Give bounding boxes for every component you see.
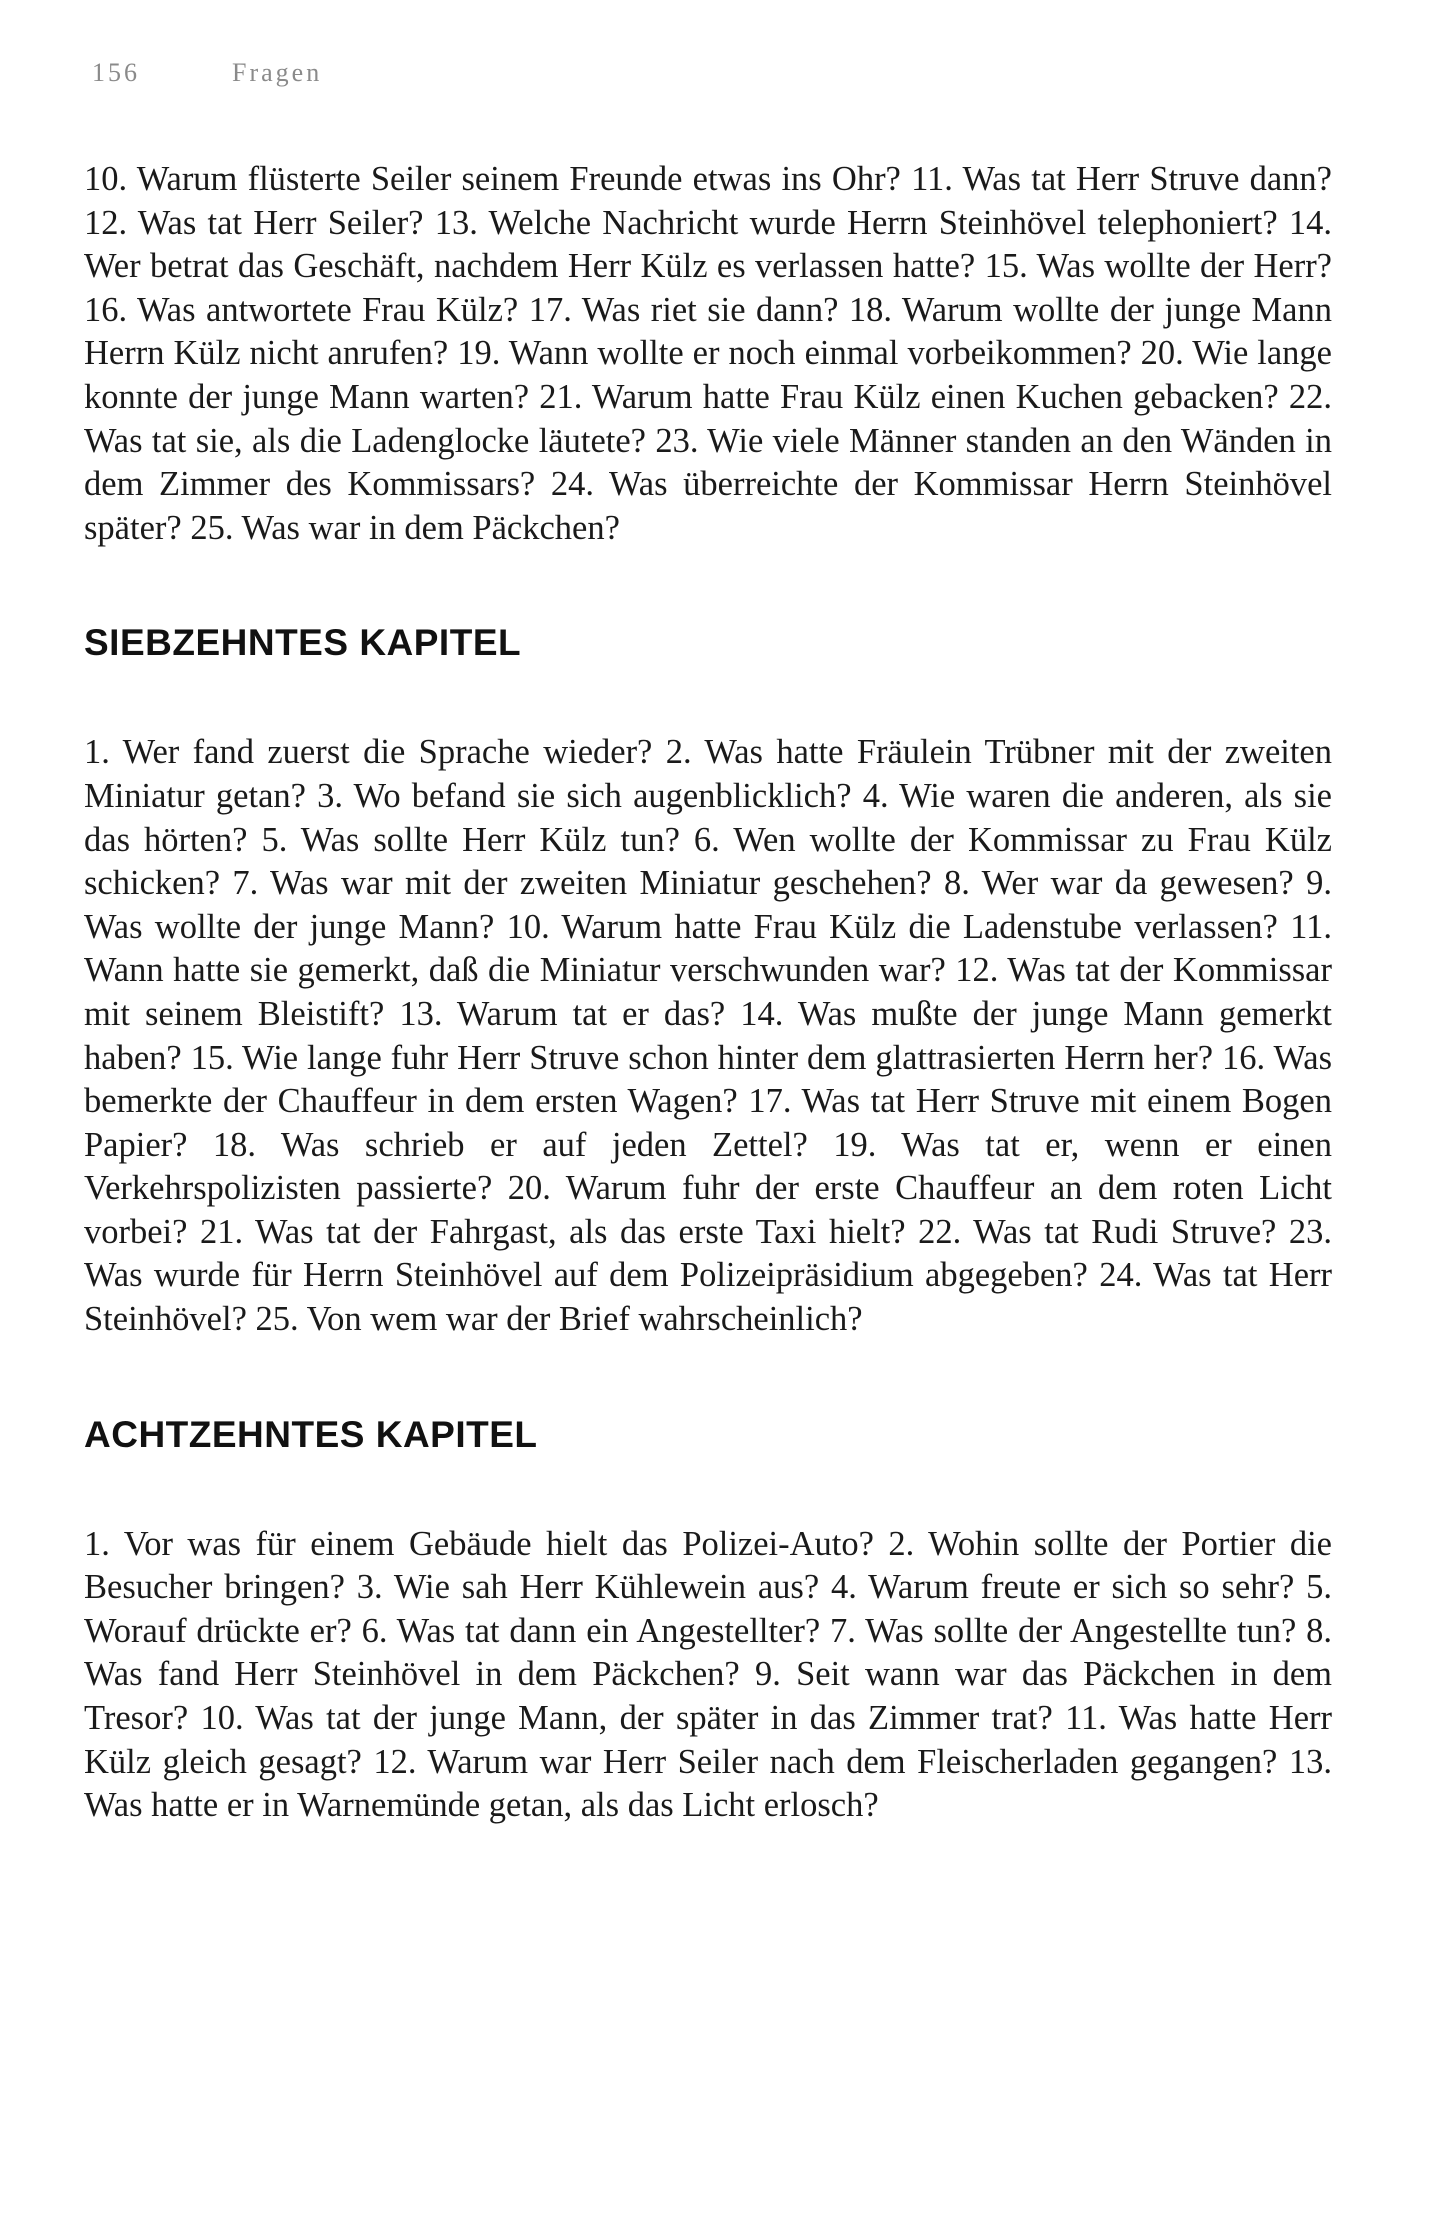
chapter-heading-18: ACHTZEHNTES KAPITEL xyxy=(84,1413,538,1455)
chapter-heading-17: SIEBZEHNTES KAPITEL xyxy=(84,622,522,664)
chapter-18-questions: 1. Vor was für einem Gebäude hielt das Polizei-Auto? 2. Wohin sollte der Portier die Besucher bringen? 3. Wie sah Herr Kühlewein aus? 4. Warum freute er sich so sehr? 5. Worauf drückte er? 6. Was tat dann ein Angestellter? 7. Was sollte der Angestellte tun? 8. Was fand Herr Steinhövel in dem Päckchen? 9. Seit wann war das Päckchen in dem Tresor? 10. Was tat der junge Mann, der später in das Zimmer trat? 11. Was hatte Herr Külz gleich gesagt? 12. Warum war Herr Seiler nach dem Fleischerladen gegangen? 13. Was hatte er in Warnemünde getan, als das Licht erlosch? xyxy=(84,1524,1332,1825)
running-head-title: Fragen xyxy=(232,58,323,87)
running-head xyxy=(92,58,322,88)
chapter-17-questions: 1. Wer fand zuerst die Sprache wieder? 2. Was hatte Fräulein Trübner mit der zweiten Miniatur getan? 3. Wo befand sie sich augenblicklich? 4. Wie waren die anderen, als sie das hörten? 5. Was sollte Herr Külz tun? 6. Wen wollte der Kommissar zu Frau Külz schicken? 7. Was war mit der zweiten Miniatur geschehen? 8. Wer war da gewesen? 9. Was wollte der junge Mann? 10. Warum hatte Frau Külz die Ladenstube verlassen? 11. Wann hatte sie gemerkt, daß die Miniatur verschwunden war? 12. Was tat der Kommissar mit seinem Bleistift? 13. Warum tat er das? 14. Was mußte der junge Mann gemerkt haben? 15. Wie lange fuhr Herr Struve schon hinter dem glattrasierten Herrn her? 16. Was bemerkte der Chauffeur in dem ersten Wagen? 17. Was tat Herr Struve mit einem Bogen Papier? 18. Was schrieb er auf jeden Zettel? 19. Was tat er, wenn er einen Verkehrspolizisten passierte? 20. Warum fuhr der erste Chauffeur an dem roten Licht vorbei? 21. Was tat der Fahrgast, als das erste Taxi hielt? 22. Was tat Rudi Struve? 23. Was wurde für Herrn Steinhövel auf dem Polizeipräsidium abgegeben? 24. Was tat Herr Steinhövel? 25. Von wem war der Brief wahrscheinlich? xyxy=(84,733,1332,1339)
page-number: 156 xyxy=(92,58,140,87)
text-column xyxy=(84,158,1332,1828)
continued-questions-paragraph: 10. Warum flüsterte Seiler seinem Freunde etwas ins Ohr? 11. Was tat Herr Struve dann? 12. Was tat Herr Seiler? 13. Welche Nachricht wurde Herrn Steinhövel telephoniert? 14. Wer betrat das Geschäft, nachdem Herr Külz es verlassen hatte? 15. Was wollte der Herr? 16. Was antwortete Frau Külz? 17. Was riet sie dann? 18. Warum wollte der junge Mann Herrn Külz nicht anrufen? 19. Wann wollte er noch einmal vorbeikommen? 20. Wie lange konnte der junge Mann warten? 21. Warum hatte Frau Külz einen Kuchen gebacken? 22. Was tat sie, als die Ladenglocke läutete? 23. Wie viele Männer standen an den Wänden in dem Zimmer des Kommissars? 24. Was überreichte der Kommissar Herrn Steinhövel später? 25. Was war in dem Päckchen? xyxy=(84,160,1332,547)
